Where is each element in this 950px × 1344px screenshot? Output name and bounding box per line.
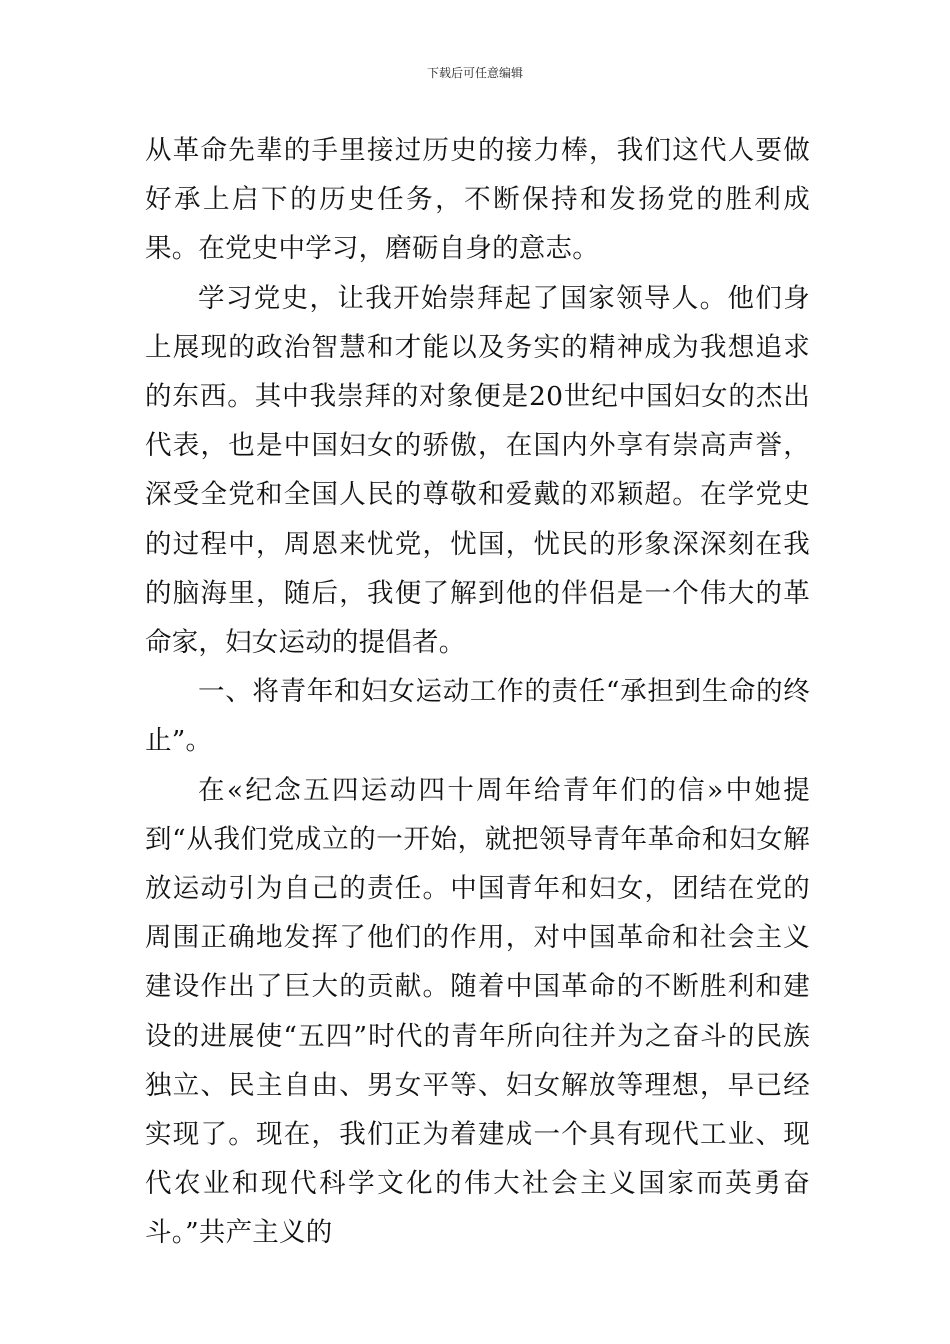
- paragraph-letter-quote: 在«纪念五四运动四十周年给青年们的信»中她提到“从我们党成立的一开始，就把领导青年革命和妇女解放运动引为自己的责任。中国青年和妇女，团结在党的周围正确地发挥了他们的作用，对中国革命和社会主义建设作出了巨大的贡献。随着中国革命的不断胜利和建设的进展使“五四”时代的青年所向往并为之奋斗的民族独立、民主自由、男女平等、妇女解放等理想，早已经实现了。现在，我们正为着建成一个具有现代工业、现代农业和现代科学文化的伟大社会主义国家而英勇奋斗。”共产主义的: [145, 774, 810, 1249]
- paragraph-continuation: 从革命先辈的手里接过历史的接力棒，我们这代人要做好承上启下的历史任务，不断保持和发扬党的胜利成果。在党史中学习，磨砺自身的意志。: [145, 135, 810, 265]
- section-heading-one: 一、将青年和妇女运动工作的责任“承担到生命的终止”。: [145, 676, 810, 757]
- page-header: 下载后可任意编辑: [426, 66, 523, 80]
- document-body: [145, 126, 810, 1258]
- paragraph-party-history: 学习党史，让我开始崇拜起了国家领导人。他们身上展现的政治智慧和才能以及务实的精神成为我想追求的东西。其中我崇拜的对象便是20世纪中国妇女的杰出代表，也是中国妇女的骄傲，在国内外享有崇高声誉，深受全党和全国人民的尊敬和爱戴的邓颖超。在学党史的过程中，周恩来忧党，忧国，忧民的形象深深刻在我的脑海里，随后，我便了解到他的伴侣是一个伟大的革命家，妇女运动的提倡者。: [145, 282, 810, 659]
